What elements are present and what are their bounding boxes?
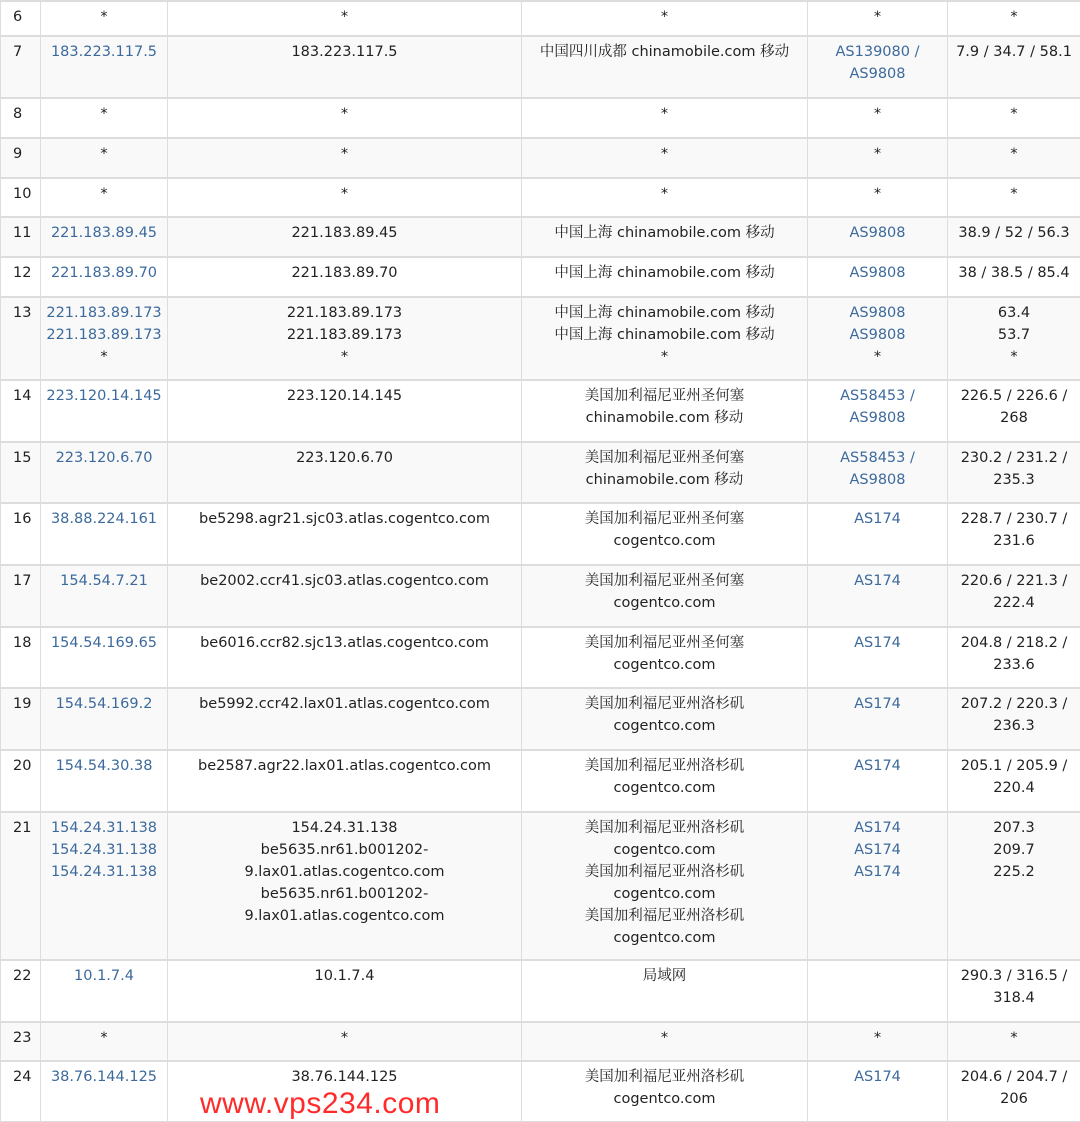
host-cell xyxy=(168,217,522,257)
table-row xyxy=(1,688,1080,750)
ip-link[interactable]: 154.54.30.38 xyxy=(45,755,163,777)
no-response: * xyxy=(172,143,517,165)
location: cogentco.com xyxy=(526,777,803,799)
asn-cell xyxy=(808,98,948,138)
asn-link[interactable]: AS9808 xyxy=(812,63,943,85)
ip-cell xyxy=(41,217,168,257)
hop-number: 9 xyxy=(1,138,41,178)
table-row xyxy=(1,1,1080,36)
asn-cell xyxy=(808,960,948,1022)
no-response: * xyxy=(45,6,163,28)
hostname: 221.183.89.45 xyxy=(172,222,517,244)
lat-cell xyxy=(948,36,1080,98)
ip-cell xyxy=(41,138,168,178)
no-response: * xyxy=(45,346,163,368)
host-cell xyxy=(168,750,522,812)
location: 局域网 xyxy=(526,965,803,987)
host-cell xyxy=(168,812,522,960)
lat-cell xyxy=(948,138,1080,178)
host-cell xyxy=(168,257,522,297)
no-response: * xyxy=(172,346,517,368)
loc-cell xyxy=(522,36,808,98)
hostname: 221.183.89.70 xyxy=(172,262,517,284)
table-row xyxy=(1,98,1080,138)
host-cell xyxy=(168,688,522,750)
latency: 207.3 xyxy=(952,817,1076,839)
location: 美国加利福尼亚州圣何塞 xyxy=(526,447,803,469)
ip-link[interactable]: 154.24.31.138 xyxy=(45,861,163,883)
asn-cell xyxy=(808,565,948,627)
asn-cell xyxy=(808,442,948,503)
hostname: be2587.agr22.lax01.atlas.cogentco.com xyxy=(172,755,517,777)
asn-link[interactable]: AS174 xyxy=(812,632,943,654)
loc-cell xyxy=(522,442,808,503)
latency: 207.2 / 220.3 / xyxy=(952,693,1076,715)
location: 中国上海 chinamobile.com 移动 xyxy=(526,262,803,284)
lat-cell xyxy=(948,1022,1080,1061)
latency: 206 xyxy=(952,1088,1076,1110)
location: cogentco.com xyxy=(526,592,803,614)
location: chinamobile.com 移动 xyxy=(526,469,803,491)
hop-number: 7 xyxy=(1,36,41,98)
asn-link[interactable]: AS139080 / xyxy=(812,41,943,63)
ip-cell xyxy=(41,178,168,217)
latency: 205.1 / 205.9 / xyxy=(952,755,1076,777)
asn-link[interactable]: AS174 xyxy=(812,861,943,883)
hop-number: 18 xyxy=(1,627,41,688)
watermark: www.vps234.com xyxy=(200,1088,440,1119)
table-row xyxy=(1,178,1080,217)
asn-cell xyxy=(808,688,948,750)
no-response: * xyxy=(812,183,943,205)
host-cell xyxy=(168,1022,522,1061)
loc-cell xyxy=(522,257,808,297)
location: 中国上海 chinamobile.com 移动 xyxy=(526,222,803,244)
host-cell xyxy=(168,380,522,442)
latency: 236.3 xyxy=(952,715,1076,737)
no-response: * xyxy=(812,1027,943,1049)
location: 中国上海 chinamobile.com 移动 xyxy=(526,324,803,346)
no-response: * xyxy=(952,103,1076,125)
ip-cell xyxy=(41,960,168,1022)
ip-link[interactable]: 183.223.117.5 xyxy=(45,41,163,63)
latency: 225.2 xyxy=(952,861,1076,883)
ip-link[interactable]: 221.183.89.173 xyxy=(45,324,163,346)
ip-link[interactable]: 223.120.6.70 xyxy=(45,447,163,469)
asn-link[interactable]: AS174 xyxy=(812,693,943,715)
asn-link[interactable]: AS174 xyxy=(812,508,943,530)
table-row xyxy=(1,1022,1080,1061)
ip-link[interactable]: 38.76.144.125 xyxy=(45,1066,163,1088)
no-response: * xyxy=(812,6,943,28)
no-response: * xyxy=(952,6,1076,28)
no-response: * xyxy=(812,346,943,368)
hostname: be5992.ccr42.lax01.atlas.cogentco.com xyxy=(172,693,517,715)
table-row xyxy=(1,627,1080,688)
host-cell xyxy=(168,503,522,565)
latency: 290.3 / 316.5 / xyxy=(952,965,1076,987)
ip-link[interactable]: 221.183.89.45 xyxy=(45,222,163,244)
no-response: * xyxy=(526,6,803,28)
asn-cell xyxy=(808,297,948,380)
ip-cell xyxy=(41,688,168,750)
hop-number: 10 xyxy=(1,178,41,217)
ip-link[interactable]: 154.54.169.65 xyxy=(45,632,163,654)
location: 美国加利福尼亚州洛杉矶 xyxy=(526,755,803,777)
no-response: * xyxy=(526,183,803,205)
table-row xyxy=(1,960,1080,1022)
loc-cell xyxy=(522,380,808,442)
table-row xyxy=(1,1061,1080,1121)
hop-number: 14 xyxy=(1,380,41,442)
hostname: be5635.nr61.b001202- xyxy=(172,883,517,905)
asn-link[interactable]: AS174 xyxy=(812,839,943,861)
asn-link[interactable]: AS9808 xyxy=(812,407,943,429)
hostname: be2002.ccr41.sjc03.atlas.cogentco.com xyxy=(172,570,517,592)
hop-number: 16 xyxy=(1,503,41,565)
hostname: 38.76.144.125 xyxy=(172,1066,517,1088)
ip-link[interactable]: 221.183.89.173 xyxy=(45,302,163,324)
loc-cell xyxy=(522,297,808,380)
loc-cell xyxy=(522,217,808,257)
asn-link[interactable]: AS174 xyxy=(812,570,943,592)
no-response: * xyxy=(952,143,1076,165)
table-row xyxy=(1,36,1080,98)
asn-cell xyxy=(808,217,948,257)
no-response: * xyxy=(526,103,803,125)
host-cell xyxy=(168,565,522,627)
hostname: 221.183.89.173 xyxy=(172,302,517,324)
location: chinamobile.com 移动 xyxy=(526,407,803,429)
location: 美国加利福尼亚州洛杉矶 xyxy=(526,817,803,839)
hostname: 223.120.14.145 xyxy=(172,385,517,407)
hostname: be5635.nr61.b001202- xyxy=(172,839,517,861)
host-cell xyxy=(168,36,522,98)
asn-link[interactable]: AS9808 xyxy=(812,324,943,346)
location: 美国加利福尼亚州洛杉矶 xyxy=(526,1066,803,1088)
hop-number: 21 xyxy=(1,812,41,960)
asn-cell xyxy=(808,138,948,178)
ip-cell xyxy=(41,1022,168,1061)
latency: 53.7 xyxy=(952,324,1076,346)
hop-number: 22 xyxy=(1,960,41,1022)
ip-cell xyxy=(41,1061,168,1121)
ip-cell xyxy=(41,750,168,812)
asn-link[interactable]: AS58453 / xyxy=(812,385,943,407)
ip-cell xyxy=(41,380,168,442)
lat-cell xyxy=(948,98,1080,138)
location: 美国加利福尼亚州圣何塞 xyxy=(526,385,803,407)
table-row xyxy=(1,257,1080,297)
loc-cell xyxy=(522,565,808,627)
latency: 318.4 xyxy=(952,987,1076,1009)
location: cogentco.com xyxy=(526,839,803,861)
lat-cell xyxy=(948,627,1080,688)
host-cell xyxy=(168,98,522,138)
location: 美国加利福尼亚州洛杉矶 xyxy=(526,905,803,927)
asn-cell xyxy=(808,503,948,565)
table-row xyxy=(1,380,1080,442)
location: 美国加利福尼亚州圣何塞 xyxy=(526,632,803,654)
location: 中国上海 chinamobile.com 移动 xyxy=(526,302,803,324)
no-response: * xyxy=(45,143,163,165)
ip-cell xyxy=(41,503,168,565)
latency: 231.6 xyxy=(952,530,1076,552)
ip-cell xyxy=(41,627,168,688)
location: cogentco.com xyxy=(526,1088,803,1110)
asn-cell xyxy=(808,627,948,688)
asn-cell xyxy=(808,380,948,442)
hop-number: 17 xyxy=(1,565,41,627)
table-row xyxy=(1,442,1080,503)
hostname: 10.1.7.4 xyxy=(172,965,517,987)
lat-cell xyxy=(948,503,1080,565)
asn-link[interactable]: AS9808 xyxy=(812,222,943,244)
location: 美国加利福尼亚州圣何塞 xyxy=(526,508,803,530)
ip-link[interactable]: 154.54.7.21 xyxy=(45,570,163,592)
loc-cell xyxy=(522,960,808,1022)
host-cell xyxy=(168,1,522,36)
latency: 220.4 xyxy=(952,777,1076,799)
asn-link[interactable]: AS174 xyxy=(812,755,943,777)
asn-cell xyxy=(808,750,948,812)
ip-cell xyxy=(41,565,168,627)
host-cell xyxy=(168,178,522,217)
loc-cell xyxy=(522,812,808,960)
ip-link[interactable]: 10.1.7.4 xyxy=(45,965,163,987)
no-response: * xyxy=(45,103,163,125)
lat-cell xyxy=(948,960,1080,1022)
latency: 38.9 / 52 / 56.3 xyxy=(952,222,1076,244)
loc-cell xyxy=(522,178,808,217)
asn-link[interactable]: AS174 xyxy=(812,817,943,839)
hop-number: 6 xyxy=(1,1,41,36)
no-response: * xyxy=(526,1027,803,1049)
asn-cell xyxy=(808,1022,948,1061)
lat-cell xyxy=(948,688,1080,750)
lat-cell xyxy=(948,1,1080,36)
ip-cell xyxy=(41,1,168,36)
loc-cell xyxy=(522,503,808,565)
host-cell xyxy=(168,627,522,688)
asn-link[interactable]: AS174 xyxy=(812,1066,943,1088)
hop-number: 24 xyxy=(1,1061,41,1121)
loc-cell xyxy=(522,1061,808,1121)
location: 美国加利福尼亚州洛杉矶 xyxy=(526,861,803,883)
ip-link[interactable]: 38.88.224.161 xyxy=(45,508,163,530)
host-cell xyxy=(168,138,522,178)
hostname: 9.lax01.atlas.cogentco.com xyxy=(172,861,517,883)
lat-cell xyxy=(948,442,1080,503)
asn-cell xyxy=(808,257,948,297)
no-response: * xyxy=(172,183,517,205)
hop-number: 13 xyxy=(1,297,41,380)
loc-cell xyxy=(522,98,808,138)
latency: 204.6 / 204.7 / xyxy=(952,1066,1076,1088)
table-row xyxy=(1,503,1080,565)
lat-cell xyxy=(948,178,1080,217)
no-response: * xyxy=(812,103,943,125)
lat-cell xyxy=(948,565,1080,627)
latency: 230.2 / 231.2 / xyxy=(952,447,1076,469)
hop-number: 12 xyxy=(1,257,41,297)
lat-cell xyxy=(948,1061,1080,1121)
location: 美国加利福尼亚州洛杉矶 xyxy=(526,693,803,715)
no-response: * xyxy=(952,183,1076,205)
ip-link[interactable]: 221.183.89.70 xyxy=(45,262,163,284)
ip-link[interactable]: 154.24.31.138 xyxy=(45,817,163,839)
ip-cell xyxy=(41,36,168,98)
hop-number: 19 xyxy=(1,688,41,750)
ip-cell xyxy=(41,442,168,503)
location: cogentco.com xyxy=(526,927,803,949)
loc-cell xyxy=(522,750,808,812)
asn-cell xyxy=(808,1061,948,1121)
ip-link[interactable]: 223.120.14.145 xyxy=(45,385,163,407)
hostname: 223.120.6.70 xyxy=(172,447,517,469)
no-response: * xyxy=(952,346,1076,368)
no-response: * xyxy=(526,143,803,165)
ip-cell xyxy=(41,297,168,380)
lat-cell xyxy=(948,257,1080,297)
lat-cell xyxy=(948,217,1080,257)
hostname: be5298.agr21.sjc03.atlas.cogentco.com xyxy=(172,508,517,530)
loc-cell xyxy=(522,627,808,688)
loc-cell xyxy=(522,138,808,178)
asn-link[interactable]: AS58453 / xyxy=(812,447,943,469)
hop-number: 23 xyxy=(1,1022,41,1061)
ip-cell xyxy=(41,812,168,960)
ip-cell xyxy=(41,98,168,138)
hop-number: 15 xyxy=(1,442,41,503)
latency: 63.4 xyxy=(952,302,1076,324)
no-response: * xyxy=(812,143,943,165)
lat-cell xyxy=(948,380,1080,442)
hop-number: 8 xyxy=(1,98,41,138)
no-response: * xyxy=(45,183,163,205)
asn-cell xyxy=(808,812,948,960)
latency: 268 xyxy=(952,407,1076,429)
hostname: 221.183.89.173 xyxy=(172,324,517,346)
latency: 7.9 / 34.7 / 58.1 xyxy=(952,41,1076,63)
latency: 226.5 / 226.6 / xyxy=(952,385,1076,407)
ip-cell xyxy=(41,257,168,297)
no-response: * xyxy=(45,1027,163,1049)
table-row xyxy=(1,812,1080,960)
location: cogentco.com xyxy=(526,883,803,905)
latency: 228.7 / 230.7 / xyxy=(952,508,1076,530)
location: cogentco.com xyxy=(526,530,803,552)
asn-link[interactable]: AS9808 xyxy=(812,469,943,491)
no-response: * xyxy=(172,6,517,28)
table-row xyxy=(1,217,1080,257)
hostname: 9.lax01.atlas.cogentco.com xyxy=(172,905,517,927)
latency: 204.8 / 218.2 / xyxy=(952,632,1076,654)
host-cell xyxy=(168,442,522,503)
latency: 220.6 / 221.3 / xyxy=(952,570,1076,592)
asn-link[interactable]: AS9808 xyxy=(812,302,943,324)
asn-cell xyxy=(808,178,948,217)
lat-cell xyxy=(948,812,1080,960)
hop-number: 11 xyxy=(1,217,41,257)
ip-link[interactable]: 154.24.31.138 xyxy=(45,839,163,861)
asn-cell xyxy=(808,1,948,36)
loc-cell xyxy=(522,688,808,750)
table-row xyxy=(1,138,1080,178)
asn-cell xyxy=(808,36,948,98)
lat-cell xyxy=(948,750,1080,812)
latency: 233.6 xyxy=(952,654,1076,676)
hostname: 183.223.117.5 xyxy=(172,41,517,63)
host-cell xyxy=(168,297,522,380)
location: 美国加利福尼亚州圣何塞 xyxy=(526,570,803,592)
asn-link[interactable]: AS9808 xyxy=(812,262,943,284)
hostname: 154.24.31.138 xyxy=(172,817,517,839)
location: 中国四川成都 chinamobile.com 移动 xyxy=(526,41,803,63)
loc-cell xyxy=(522,1,808,36)
no-response: * xyxy=(526,346,803,368)
table-row xyxy=(1,565,1080,627)
no-response: * xyxy=(952,1027,1076,1049)
table-row xyxy=(1,297,1080,380)
no-response: * xyxy=(172,1027,517,1049)
latency: 209.7 xyxy=(952,839,1076,861)
latency: 235.3 xyxy=(952,469,1076,491)
hop-number: 20 xyxy=(1,750,41,812)
latency: 222.4 xyxy=(952,592,1076,614)
host-cell xyxy=(168,960,522,1022)
lat-cell xyxy=(948,297,1080,380)
no-response: * xyxy=(172,103,517,125)
location: cogentco.com xyxy=(526,654,803,676)
table-row xyxy=(1,750,1080,812)
loc-cell xyxy=(522,1022,808,1061)
ip-link[interactable]: 154.54.169.2 xyxy=(45,693,163,715)
latency: 38 / 38.5 / 85.4 xyxy=(952,262,1076,284)
location: cogentco.com xyxy=(526,715,803,737)
hostname: be6016.ccr82.sjc13.atlas.cogentco.com xyxy=(172,632,517,654)
